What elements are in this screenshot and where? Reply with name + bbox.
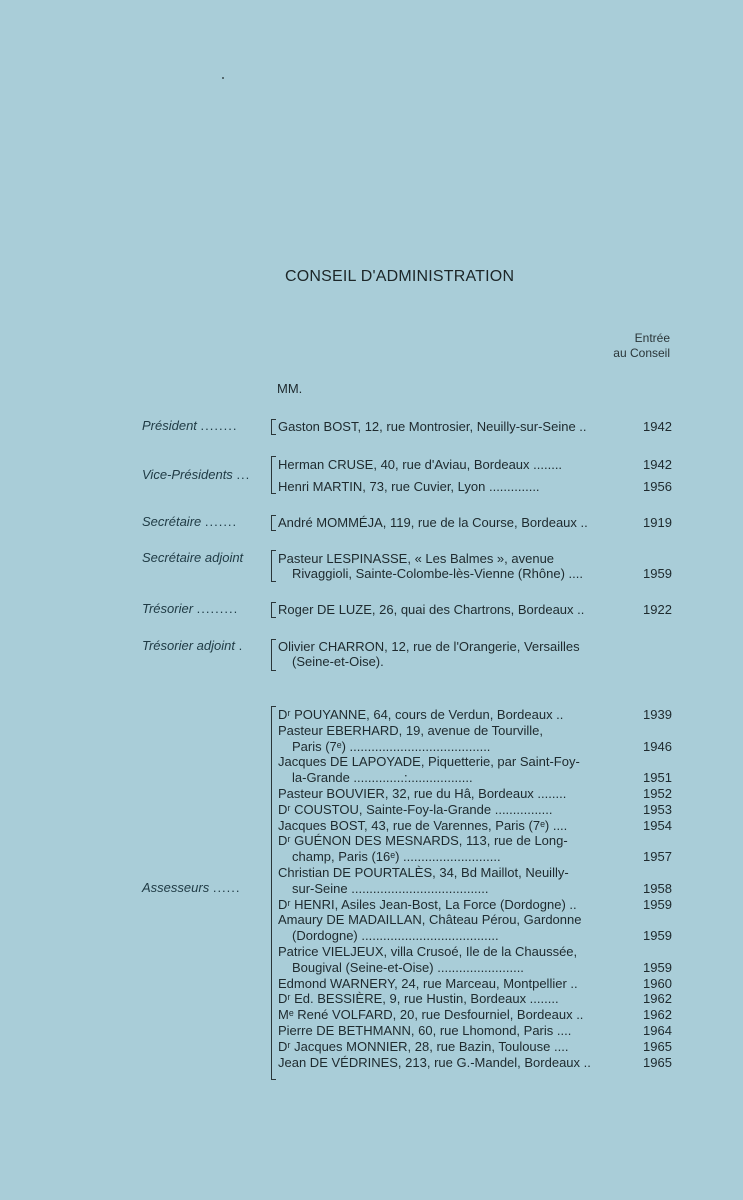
mm-label: MM. [277, 381, 303, 396]
assesseur-entry [278, 1007, 631, 1023]
assesseur-line-1: Dʳ GUÉNON DES MESNARDS, 113, rue de Long- [278, 833, 568, 849]
assesseur-entry [278, 818, 631, 834]
assesseur-line-2: (Dordogne) ...................................... [292, 928, 499, 944]
assesseur-year: 1960 [643, 975, 672, 991]
assesseur-year: 1962 [643, 1007, 672, 1023]
assesseur-line-2: la-Grande ..............:.................. [292, 770, 473, 786]
assesseur-entry [278, 897, 631, 913]
assesseur-entry [278, 723, 631, 755]
assesseur-line-1: Edmond WARNERY, 24, rue Marceau, Montpellier .. [278, 975, 578, 991]
entry-vp-2-text: Henri MARTIN, 73, rue Cuvier, Lyon .............. [278, 479, 540, 494]
bracket-secretaire-adjoint [271, 550, 276, 582]
entry-secretaire-adjoint [278, 551, 631, 581]
role-tresorier: Trésorier ......... [142, 601, 239, 616]
assesseur-entry [278, 991, 631, 1007]
entry-tresorier-adjoint-line-2: (Seine-et-Oise). [292, 654, 384, 669]
entry-tresorier-text: Roger DE LUZE, 26, quai des Chartrons, Bordeaux .. [278, 602, 585, 617]
assesseur-line-1: Dʳ COUSTOU, Sainte-Foy-la-Grande ................ [278, 801, 553, 817]
assesseur-line-1: Amaury DE MADAILLAN, Château Pérou, Gardonne [278, 912, 582, 928]
entree-column-header [613, 331, 670, 361]
bracket-tresorier [271, 602, 276, 618]
entry-vp-2 [278, 479, 631, 494]
assesseur-line-1: Mᵉ René VOLFARD, 20, rue Desfourniel, Bordeaux .. [278, 1007, 584, 1023]
assesseur-year: 1954 [643, 817, 672, 833]
assesseur-year: 1959 [643, 928, 672, 944]
entry-tresorier [278, 602, 631, 617]
entry-secretaire-text: André MOMMÉJA, 119, rue de la Course, Bordeaux .. [278, 515, 588, 530]
assesseur-line-1: Patrice VIELJEUX, villa Crusoé, Ile de la Chaussée, [278, 943, 578, 959]
role-tresorier-adjoint-label: Trésorier adjoint [142, 638, 235, 653]
bracket-assesseurs [271, 706, 276, 1080]
year-secretaire: 1919 [643, 515, 672, 530]
assesseur-entry [278, 976, 631, 992]
assesseur-line-1: Jacques DE LAPOYADE, Piquetterie, par Saint-Foy- [278, 754, 580, 770]
paper-speck [222, 77, 224, 79]
role-tresorier-adjoint: Trésorier adjoint . [142, 638, 244, 653]
assesseur-year: 1952 [643, 786, 672, 801]
bracket-tresorier-adjoint [271, 639, 276, 671]
role-assesseurs: Assesseurs ...... [142, 880, 241, 895]
assesseur-entry [278, 833, 631, 865]
role-tresorier-label: Trésorier [142, 601, 194, 616]
assesseur-line-1: Dʳ POUYANNE, 64, cours de Verdun, Bordeaux .. [278, 707, 564, 722]
entree-line-1: Entrée [634, 331, 670, 345]
assesseur-year: 1946 [643, 738, 672, 754]
assesseur-year: 1965 [643, 1038, 672, 1054]
role-vice-presidents-label: Vice-Présidents [142, 467, 233, 482]
assesseur-entry [278, 912, 631, 944]
assesseur-entry [278, 944, 631, 976]
bracket-secretaire [271, 515, 276, 531]
assesseur-line-2: sur-Seine ...................................... [292, 880, 489, 896]
entry-president [278, 419, 631, 434]
assesseur-entry [278, 865, 631, 897]
assesseur-year: 1962 [643, 991, 672, 1007]
entry-secretaire-adjoint-line-2: Rivaggioli, Sainte-Colombe-lès-Vienne (Rhône) .... [292, 566, 583, 581]
assesseur-line-1: Dʳ Ed. BESSIÈRE, 9, rue Hustin, Bordeaux ........ [278, 991, 559, 1007]
year-tresorier: 1922 [643, 602, 672, 617]
assesseur-year: 1957 [643, 849, 672, 865]
role-assesseurs-label: Assesseurs [142, 880, 210, 895]
year-president: 1942 [643, 419, 672, 434]
entry-vp-1 [278, 457, 631, 472]
assesseur-line-1: Pasteur EBERHARD, 19, avenue de Tourville, [278, 722, 543, 738]
assesseur-line-1: Christian DE POURTALÈS, 34, Bd Maillot, Neuilly- [278, 864, 569, 880]
assesseur-year: 1964 [643, 1023, 672, 1038]
bracket-president [271, 419, 276, 435]
year-vp-1: 1942 [643, 457, 672, 472]
assesseurs-list [278, 707, 631, 1070]
assesseur-line-1: Jean DE VÉDRINES, 213, rue G.-Mandel, Bordeaux .. [278, 1054, 591, 1070]
entry-tresorier-adjoint-line-1: Olivier CHARRON, 12, rue de l'Orangerie, Versailles [278, 639, 580, 654]
assesseur-line-1: Pasteur BOUVIER, 32, rue du Hâ, Bordeaux ........ [278, 785, 567, 801]
entry-secretaire [278, 515, 631, 530]
assesseur-entry [278, 786, 631, 802]
bracket-vice-presidents [271, 456, 276, 494]
assesseur-line-2: Paris (7ᵉ) ....................................... [292, 738, 491, 754]
assesseur-entry [278, 802, 631, 818]
entry-president-text: Gaston BOST, 12, rue Montrosier, Neuilly-sur-Seine .. [278, 419, 587, 434]
role-secretaire: Secrétaire ....... [142, 514, 238, 529]
assesseur-line-1: Jacques BOST, 43, rue de Varennes, Paris (7ᵉ) .... [278, 817, 568, 833]
assesseur-line-1: Dʳ Jacques MONNIER, 28, rue Bazin, Toulouse .... [278, 1038, 569, 1054]
assesseur-entry [278, 754, 631, 786]
assesseur-entry [278, 1039, 631, 1055]
assesseur-entry [278, 707, 631, 723]
year-secretaire-adjoint: 1959 [643, 566, 672, 581]
entry-tresorier-adjoint [278, 639, 631, 669]
assesseur-year: 1953 [643, 801, 672, 817]
assesseur-year: 1958 [643, 880, 672, 896]
role-president: Président ........ [142, 418, 238, 433]
assesseur-year: 1965 [643, 1054, 672, 1070]
role-secretaire-adjoint: Secrétaire adjoint [142, 550, 244, 565]
role-president-label: Président [142, 418, 197, 433]
entry-secretaire-adjoint-line-1: Pasteur LESPINASSE, « Les Balmes », avenue [278, 551, 555, 566]
entry-vp-1-text: Herman CRUSE, 40, rue d'Aviau, Bordeaux ........ [278, 457, 563, 472]
assesseur-year: 1959 [643, 959, 672, 975]
assesseur-entry [278, 1023, 631, 1039]
assesseur-year: 1951 [643, 770, 672, 786]
assesseur-entry [278, 1055, 631, 1071]
assesseur-year: 1939 [643, 707, 672, 722]
role-vice-presidents: Vice-Présidents ... [142, 467, 251, 482]
role-secretaire-label: Secrétaire [142, 514, 202, 529]
assesseur-line-1: Pierre DE BETHMANN, 60, rue Lhomond, Paris .... [278, 1022, 572, 1038]
assesseur-line-2: Bougival (Seine-et-Oise) ........................ [292, 959, 524, 975]
assesseur-year: 1959 [643, 896, 672, 912]
entree-line-2: au Conseil [613, 346, 670, 360]
page-title: CONSEIL D'ADMINISTRATION [285, 268, 515, 285]
assesseur-line-1: Dʳ HENRI, Asiles Jean-Bost, La Force (Dordogne) .. [278, 896, 577, 912]
assesseur-line-2: champ, Paris (16ᵉ) ........................... [292, 849, 501, 865]
year-vp-2: 1956 [643, 479, 672, 494]
